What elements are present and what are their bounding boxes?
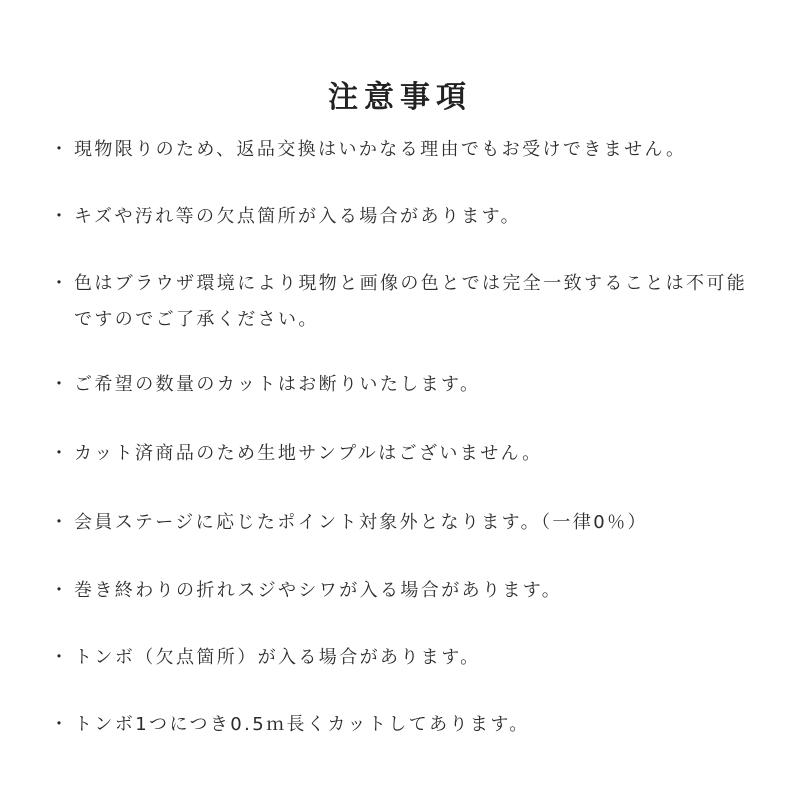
list-item — [50, 505, 760, 541]
bullet-icon: ・ — [50, 443, 71, 464]
list-item — [50, 707, 760, 743]
bullet-icon: ・ — [50, 647, 71, 668]
bullet-icon: ・ — [50, 139, 71, 160]
notice-text: トンボ1つにつき0.5ｍ長くカットしてあります。 — [74, 714, 530, 735]
list-item — [50, 367, 760, 403]
bullet-icon: ・ — [50, 273, 71, 294]
notice-text: 現物限りのため、返品交換はいかなる理由でもお受けできません。 — [74, 139, 687, 160]
list-item — [50, 132, 760, 168]
list-item — [50, 199, 760, 235]
list-item — [50, 436, 760, 472]
bullet-icon: ・ — [50, 580, 71, 601]
notice-text: 色はブラウザ環境により現物と画像の色とでは完全一致することは不可能ですのでご了承ください。 — [74, 273, 748, 330]
list-item — [50, 266, 760, 338]
bullet-icon: ・ — [50, 374, 71, 395]
bullet-icon: ・ — [50, 206, 71, 227]
bullet-icon: ・ — [50, 512, 71, 533]
notice-text: 会員ステージに応じたポイント対象外となります。（一律0％） — [74, 512, 648, 533]
notice-text: 巻き終わりの折れスジやシワが入る場合があります。 — [74, 580, 563, 601]
notice-text: カット済商品のため生地サンプルはございません。 — [74, 443, 543, 464]
list-item — [50, 640, 760, 676]
notice-text: トンボ（欠点箇所）が入る場合があります。 — [74, 647, 481, 668]
page-title: 注意事項 — [328, 80, 472, 116]
bullet-icon: ・ — [50, 714, 71, 735]
list-item — [50, 573, 760, 609]
notice-text: キズや汚れ等の欠点箇所が入る場合があります。 — [74, 206, 521, 227]
notice-text: ご希望の数量のカットはお断りいたします。 — [74, 374, 481, 395]
